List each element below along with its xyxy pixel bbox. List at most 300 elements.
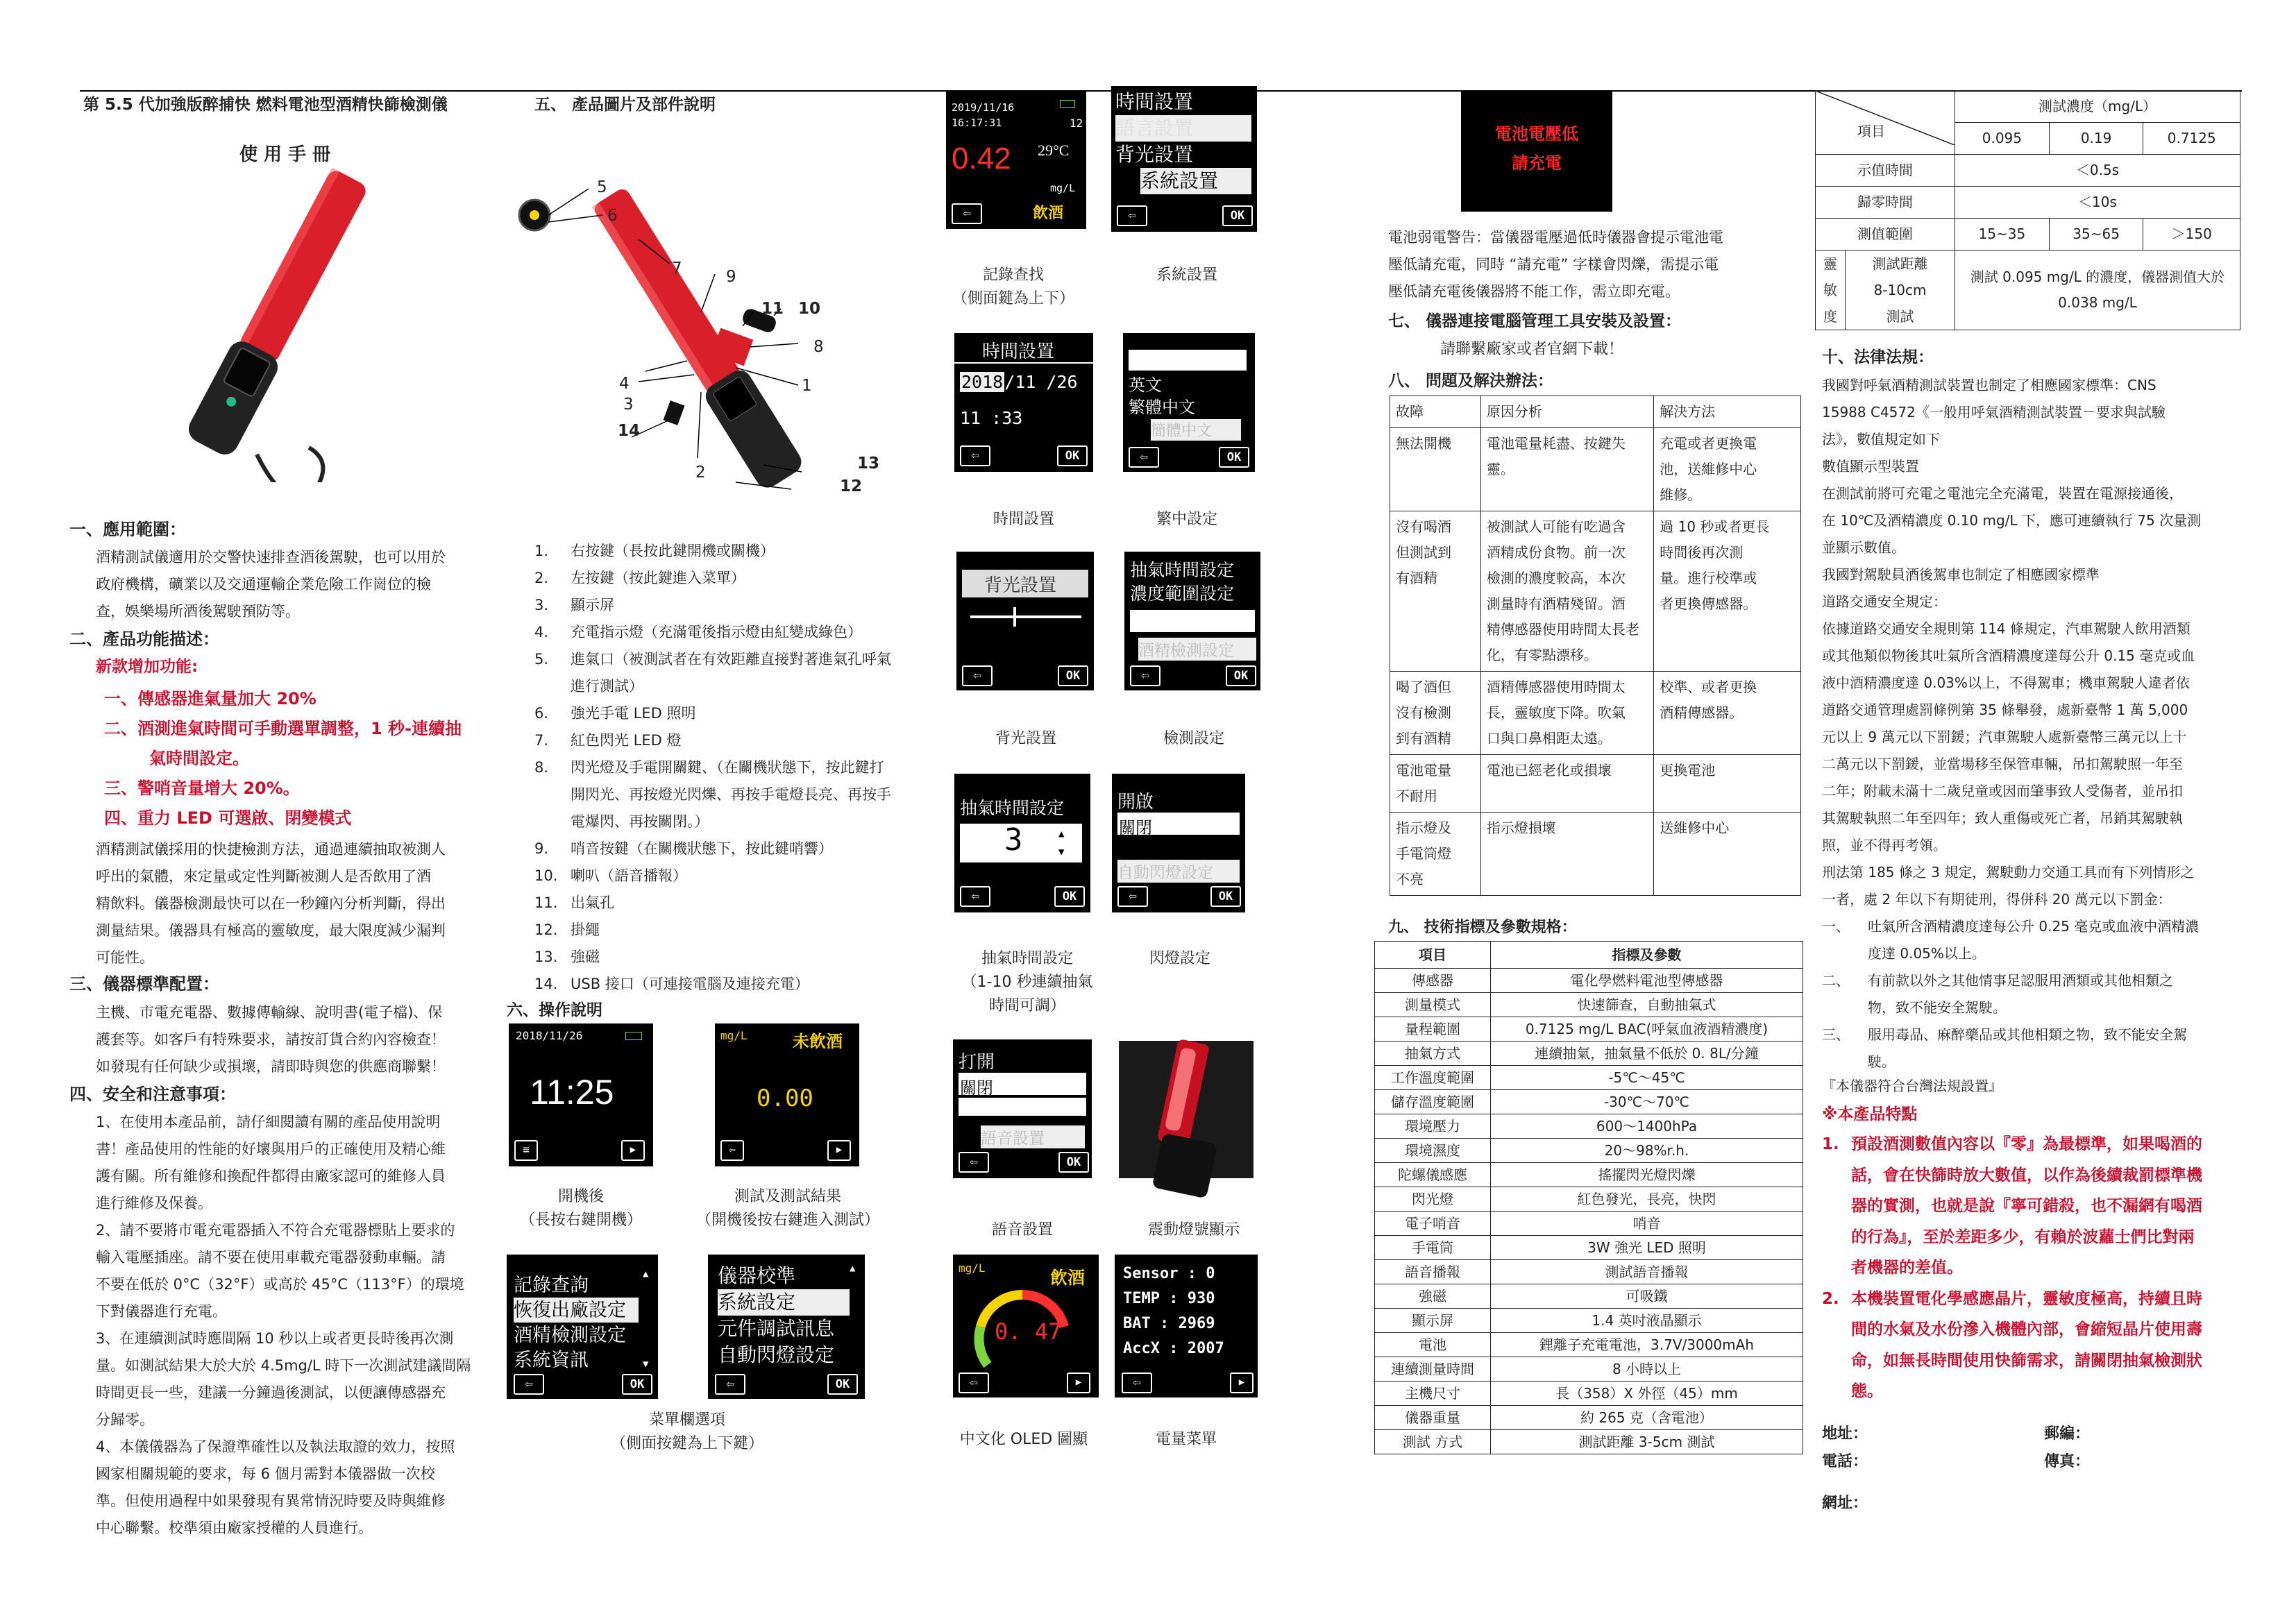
callout-6: 6: [607, 207, 618, 225]
table-cell: 沒有喝酒 但測試到 有酒精: [1390, 511, 1481, 672]
addr-label: 地址：: [1822, 1425, 1868, 1443]
scroll-down-icon: ▼: [643, 1359, 649, 1370]
table-cell: 測試語音播報: [1491, 1260, 1803, 1284]
slider-handle-icon: [1013, 607, 1016, 627]
s4-body: [96, 1109, 471, 1542]
table-cell: 紅色發光，長亮，快閃: [1491, 1187, 1803, 1212]
table-row: [1375, 993, 1803, 1017]
law-line: 液中酒精濃度達 0.03%以上，不得駕車；機車駕駛人違者依: [1822, 674, 2190, 691]
ok-icon: OK: [1057, 445, 1088, 466]
menu2-screen: [708, 1255, 865, 1399]
vibration-photo: [1119, 1041, 1253, 1178]
s8-title: 八、 問題及解決辦法：: [1388, 372, 1554, 390]
table-cell: 過 10 秒或者更長 時間後再次測 量。進行校準或 者更換傳感器。: [1654, 511, 1801, 672]
table-header-cell: 項目: [1375, 942, 1491, 969]
test-screen: [715, 1023, 859, 1166]
ok-icon: OK: [622, 1374, 652, 1395]
s10-items: [1822, 913, 2199, 1076]
doc-title: 第 5.5 代加強版醉捕快 燃料電池型酒精快篩檢測儀: [83, 96, 448, 114]
table-cell: 長（358）X 外徑（45）mm: [1491, 1382, 1803, 1406]
ok-icon: OK: [1058, 1152, 1089, 1173]
table-row: [1375, 1382, 1803, 1406]
back-icon: ⇦: [952, 203, 982, 224]
measure-table: 項目 測試濃度（mg/L） 0.095 0.19 0.7125 示值時間 ＜0.5s 歸零時間 ＜10s 測值範圍 15~35 35~65 ＞150 靈 敏 度 測試距離 8-10cm 測試 測試 0.095 mg/L 的濃度，儀器測值大於 0.038 mg/L: [1815, 90, 2240, 330]
time-screen: 時間設置 2018/11 /26 11 :33 ⇦ OK: [954, 333, 1093, 472]
table-cell: 陀螺儀感應: [1375, 1163, 1491, 1187]
table-cell: 儲存溫度範圍: [1375, 1090, 1491, 1114]
product-photo-icon: [167, 156, 403, 482]
table-cell: 搖擺閃光燈閃爍: [1491, 1163, 1803, 1187]
part-text: 進行測試）: [571, 678, 643, 695]
part-item: [534, 700, 979, 727]
s4-line: 不要在低於 0°C（32°F）或高於 45°C（113°F）的環境: [96, 1276, 464, 1293]
table-header-row: [1390, 396, 1801, 428]
part-number: 1.: [534, 543, 549, 559]
table-row: [1375, 1017, 1803, 1042]
table-cell: 更換電池: [1654, 755, 1801, 813]
part-text: 強光手電 LED 照明: [571, 705, 696, 722]
part-text: 顯示屏: [571, 597, 614, 613]
battery-icon: [1060, 100, 1075, 108]
table-cell: 抽氣方式: [1375, 1042, 1491, 1066]
s7-title: 七、 儀器連接電腦管理工具安裝及設置：: [1388, 312, 1682, 330]
back-icon: ⇦: [715, 1374, 745, 1395]
draw-time-screen: 抽氣時間設定 3 ▲ ▼ ⇦ OK: [954, 774, 1090, 912]
law-line: 照，並不得再考領。: [1822, 837, 1947, 853]
test-unit: mg/L: [720, 1029, 748, 1042]
trouble-table: [1390, 396, 1801, 896]
part-number: 13.: [534, 949, 558, 965]
table-row: [1375, 1187, 1803, 1212]
table-cell: 600～1400hPa: [1491, 1114, 1803, 1139]
s10-body: [1822, 372, 2201, 913]
law-line: 15988 C4572《一般用呼氣酒精測試裝置－要求與試驗: [1822, 404, 2166, 420]
table-cell: 電子哨音: [1375, 1212, 1491, 1236]
s6-title: 六、操作說明: [507, 1001, 602, 1019]
table-header-cell: 解決方法: [1654, 396, 1801, 428]
part-text: 紅色閃光 LED 燈: [571, 732, 682, 749]
callout-12: 12: [840, 477, 863, 495]
part-item: [534, 863, 979, 890]
part-text: 左按鍵（按此鍵進入菜單）: [571, 570, 745, 586]
cap-record: 記錄查找 （側面鍵為上下）: [952, 266, 1074, 307]
table-cell: 工作溫度範圍: [1375, 1066, 1491, 1090]
menu-item-selected: 恢復出廠設定: [514, 1298, 639, 1323]
feature-item: 1. 預設酒測數值內容以『零』為最標準，如果喝酒的 話，會在快篩時放大數值，以作為後續裁罰標準機 器的實測，也就是說『寧可錯殺，也不漏網有喝酒 的行為』，至於差距多少，有賴於波蘿士們比對兩 者機器的差值。: [1822, 1135, 2202, 1277]
cap-detect: 檢測設定: [1163, 730, 1224, 747]
ok-icon: OK: [1226, 665, 1256, 686]
menu-item: 系統資訊: [514, 1350, 589, 1370]
table-cell: 送維修中心: [1654, 813, 1801, 896]
table-cell: 20～98%r.h.: [1491, 1139, 1803, 1163]
spinner-arrows-icon: ▲ ▼: [1058, 829, 1065, 858]
cap-menu: 菜單欄選項 （側面按鍵為上下鍵）: [610, 1411, 763, 1452]
table-cell: 顯示屏: [1375, 1309, 1491, 1333]
diagonal-icon: [1816, 91, 1955, 145]
back-icon: ⇦: [1117, 886, 1148, 907]
cap-flash: 閃燈設定: [1149, 950, 1210, 967]
table-row: [1375, 1236, 1803, 1260]
part-text: 開閃光、再按燈光閃爍、再按手電燈長亮、再按手: [571, 786, 891, 803]
table-header-cell: 原因分析: [1480, 396, 1653, 428]
part-number: 9.: [534, 840, 549, 857]
table-cell: 語音播報: [1375, 1260, 1491, 1284]
table-cell: 快速篩查，自動抽氣式: [1491, 993, 1803, 1017]
play-icon: ▶: [827, 1140, 851, 1161]
part-item: [534, 565, 979, 592]
s2-new: 新款增加功能:: [96, 658, 199, 676]
s4-line: 量。如測試結果大於大於 4.5mg/L 時下一次測試建議間隔: [96, 1357, 471, 1374]
table-cell: 量程範圍: [1375, 1017, 1491, 1042]
cap-voice: 語音設置: [991, 1221, 1053, 1239]
table-row: [1375, 1309, 1803, 1333]
law-line: 我國對呼氣酒精測試裝置也制定了相應國家標準：CNS: [1822, 377, 2156, 393]
web-label: 網址：: [1822, 1495, 1868, 1512]
s4-line: 下對儀器進行充電。: [96, 1303, 227, 1320]
callout-10: 10: [798, 300, 821, 318]
part-number: [534, 781, 571, 808]
cap-system: 系統設置: [1156, 266, 1217, 284]
lowbat-text: 電池弱電警告：當儀器電壓過低時儀器會提示電池電 壓低請充電，同時 “請充電” 字樣會閃爍，需提示電 壓低請充電後儀器將不能工作，需立即充電。: [1388, 229, 1723, 300]
s4-title: 四、安全和注意事項：: [69, 1085, 236, 1104]
part-text: 電爆閃、再按關閉。）: [571, 813, 709, 830]
menu1-screen: [507, 1255, 658, 1399]
cap-boot: 開機後 （長按右鍵開機）: [519, 1188, 642, 1229]
s4-line: 準。但使用過程中如果發現有異常情況時要及時與維修: [96, 1493, 446, 1509]
language-screen: 英文 繁體中文 簡體中文 ⇦ OK: [1123, 333, 1255, 472]
cap-power: 電量菜單: [1155, 1431, 1217, 1448]
scroll-up-icon: ▲: [643, 1268, 649, 1280]
low-battery-screen: 電池電壓低 請充電: [1461, 90, 1612, 212]
battery-icon: [625, 1032, 642, 1040]
part-item: [534, 890, 979, 917]
callout-5: 5: [597, 178, 607, 196]
cap-draw: 抽氣時間設定 （1-10 秒連續抽氣 時間可調）: [961, 950, 1093, 1014]
table-cell: -5℃～45℃: [1491, 1066, 1803, 1090]
s3-body: 主機、市電充電器、數據傳輸線、說明書(電子檔)、保 護套等。如客戶有特殊要求，請按訂貨合約內容檢查！ 如發現有任何缺少或損壞，請即時與您的供應商聯繫！: [96, 1004, 446, 1075]
callout-1: 1: [802, 377, 812, 395]
law-line: 一者，處 2 年以下有期徒刑，得併科 20 萬元以下罰金：: [1822, 891, 2172, 908]
menu-item-selected: 系統設定: [718, 1289, 850, 1316]
part-item: [534, 727, 979, 754]
ok-icon: OK: [1058, 665, 1088, 686]
part-number: [534, 673, 571, 700]
manual-title: 使 用 手 冊: [239, 144, 331, 165]
law-line: 法》，數值規定如下: [1822, 431, 1940, 448]
part-item: [534, 808, 979, 835]
part-item: [534, 592, 979, 619]
callout-9: 9: [726, 268, 736, 286]
part-number: 11.: [534, 894, 558, 911]
s4-line: 國家相關規範的要求，每 6 個月需對本儀器做一次校: [96, 1465, 435, 1482]
s10-title: 十、法律法規：: [1822, 348, 1934, 366]
callout-3: 3: [623, 396, 634, 414]
law-item: 二、 有前款以外之其他情事足認服用酒類或其他相類之 物，致不能安全駕駛。: [1822, 972, 2173, 1016]
table-row: [1375, 1139, 1803, 1163]
table-cell: 可吸鐵: [1491, 1284, 1803, 1309]
part-item: [534, 971, 979, 998]
callout-11: 11: [761, 300, 784, 318]
system-menu-screen: 時間設置 語言設置 背光設置 系統設置 ⇦ OK: [1111, 86, 1257, 232]
gauge-screen: mg/L 飲酒 0. 47 ⇦ ▶: [953, 1255, 1099, 1397]
law-item: 三、 服用毒品、麻醉藥品或其他相類之物，致不能安全駕 駛。: [1822, 1026, 2187, 1070]
table-cell: 環境壓力: [1375, 1114, 1491, 1139]
s3-title: 三、儀器標準配置：: [69, 974, 219, 994]
table-cell: 指示燈及 手電筒燈 不亮: [1390, 813, 1481, 896]
boot-time: 11:25: [530, 1073, 614, 1112]
callout-14: 14: [618, 422, 641, 440]
law-line: 並顯示數值。: [1822, 539, 1905, 556]
cap-vib: 震動燈號顯示: [1147, 1221, 1240, 1239]
s4-line: 2、請不要將市電充電器插入不符合充電器標貼上要求的: [96, 1222, 455, 1239]
back-icon: ⇦: [1129, 447, 1159, 468]
part-text: 喇叭（語音播報）: [571, 867, 687, 884]
table-row: [1375, 1042, 1803, 1066]
tel-label: 電話：: [1822, 1453, 1868, 1470]
table-cell: 儀器重量: [1375, 1406, 1491, 1430]
table-row: [1390, 755, 1801, 813]
callout-2: 2: [695, 464, 706, 482]
s2-body: 酒精測試儀採用的快捷檢測方法，通過連續抽取被測人 呼出的氣體，來定量或定性判斷被測人是否飲用了酒 精飲料。儀器檢測最快可以在一秒鐘內分析判斷，得出 測量結果。儀器具有極高的靈敏度，最大限度減少漏判 可能性。: [96, 841, 446, 966]
table-row: [1375, 1357, 1803, 1382]
law-line: 二萬元以下罰鍰，並當場移至保管車輛，吊扣駕駛照一年至: [1822, 756, 2183, 772]
back-icon: ⇦: [1117, 205, 1147, 226]
table-cell: 主機尺寸: [1375, 1382, 1491, 1406]
part-number: 5.: [534, 651, 549, 668]
part-text: 出氣孔: [571, 894, 614, 911]
spec-table: [1374, 941, 1803, 1454]
table-cell: 手電筒: [1375, 1236, 1491, 1260]
menu-item: 記錄查詢: [514, 1275, 589, 1295]
part-item: [534, 917, 979, 944]
table-row: [1390, 672, 1801, 755]
table-header-cell: 指標及參數: [1491, 942, 1803, 969]
part-item: [534, 944, 979, 971]
boot-screen: [509, 1023, 653, 1166]
cap-test: 測試及測試結果 （開機後按右鍵進入測試）: [695, 1188, 879, 1229]
part-number: 2.: [534, 570, 549, 586]
table-cell: 電池: [1375, 1333, 1491, 1357]
s4-line: 護有關。所有維修和換配件都得由廠家認可的維修人員: [96, 1168, 446, 1184]
part-text: 強磁: [571, 949, 600, 965]
menu-icon: ≡: [514, 1140, 538, 1161]
table-row: [1375, 1212, 1803, 1236]
part-item: [534, 835, 979, 863]
part-text: 進氣口（被測試者在有效距離直接對著進氣孔呼氣: [571, 651, 891, 668]
table-cell: 測量模式: [1375, 993, 1491, 1017]
table-cell: 3W 強光 LED 照明: [1491, 1236, 1803, 1260]
law-line: 刑法第 185 條之 3 規定，駕駛動力交通工具而有下列情形之: [1822, 864, 2195, 881]
law-item: 一、 吐氣所含酒精濃度達每公升 0.25 毫克或血液中酒精濃 度達 0.05%以上。: [1822, 918, 2200, 962]
boot-date: 2018/11/26: [516, 1029, 583, 1042]
table-row: [1375, 1260, 1803, 1284]
table-cell: 鋰離子充電電池，3.7V/3000mAh: [1491, 1333, 1803, 1357]
table-row: [1375, 1406, 1803, 1430]
law-line: 依據道路交通安全規則第 114 條規定，汽車駕駛人飲用酒類: [1822, 620, 2191, 637]
part-text: USB 接口（可連接電腦及連接充電）: [571, 976, 809, 992]
law-line: 元以上 9 萬元以下罰鍰；汽車駕駛人處新臺幣三萬元以上十: [1822, 729, 2187, 745]
part-text: 右按鍵（長按此鍵開機或關機）: [571, 543, 775, 559]
cap-time: 時間設置: [993, 511, 1054, 528]
s4-line: 時間更長一些，建議一分鐘過後測試，以便讓傳感器充: [96, 1384, 446, 1401]
test-status: 未飲酒: [793, 1032, 843, 1051]
baton-red-tube: [237, 168, 369, 365]
callout-7: 7: [672, 260, 682, 278]
callout-8: 8: [813, 338, 824, 356]
menu-item: 儀器校準: [718, 1265, 796, 1286]
part-text: 掛繩: [571, 921, 600, 938]
test-value: 0.00: [757, 1085, 813, 1112]
table-header-cell: 故障: [1390, 396, 1481, 428]
part-text: 閃光燈及手電開關鍵、（在關機狀態下，按此鍵打: [571, 759, 884, 776]
table-cell: 測試距離 3-5cm 測試: [1491, 1430, 1803, 1454]
table-row: [1375, 969, 1803, 993]
part-item: [534, 673, 979, 700]
table-cell: 8 小時以上: [1491, 1357, 1803, 1382]
part-number: 10.: [534, 867, 558, 884]
table-cell: 充電或者更換電 池，送維修中心 維修。: [1654, 428, 1801, 511]
law-line: 數值顯示型裝置: [1822, 458, 1919, 475]
table-cell: 哨音: [1491, 1212, 1803, 1236]
voice-screen: 打開 關閉 語音設置 ⇦ OK: [953, 1039, 1092, 1178]
part-number: 12.: [534, 921, 558, 938]
back-icon: ⇦: [1130, 665, 1160, 686]
part-number: 8.: [534, 759, 549, 776]
s9-title: 九、 技術指標及參數規格：: [1388, 919, 1577, 936]
menu-item: 酒精檢測設定: [514, 1325, 626, 1345]
part-number: [534, 808, 571, 835]
table-cell: 傳感器: [1375, 969, 1491, 993]
s2-features: 一、傳感器進氣量加大 20% 二、酒測進氣時間可手動選單調整，1 秒-連續抽 氣時間設定。 三、警哨音量增大 20%。 四、重力 LED 可選啟、閉變模式: [104, 689, 462, 828]
table-cell: 1.4 英吋液晶顯示: [1491, 1309, 1803, 1333]
ok-icon: OK: [1219, 447, 1249, 468]
table-cell: 喝了酒但 沒有檢測 到有酒精: [1390, 672, 1481, 755]
back-icon: ⇦: [959, 1152, 989, 1173]
back-icon: ⇦: [959, 1373, 989, 1393]
s2-title: 二、產品功能描述：: [69, 629, 219, 649]
record-screen: 2019/11/16 16:17:31 12 0.42 29°C mg/L 飲酒 ⇦: [946, 90, 1086, 229]
table-cell: 電池電量 不耐用: [1390, 755, 1481, 813]
flash-screen: 開啟 關閉 自動閃燈設定 ⇦ OK: [1112, 774, 1245, 912]
play-icon: ▶: [621, 1140, 645, 1161]
table-row: [1390, 511, 1801, 672]
table-cell: 測試 方式: [1375, 1430, 1491, 1454]
part-text: 哨音按鍵（在關機狀態下，按此鍵哨響）: [571, 840, 833, 857]
zip-label: 郵編：: [2044, 1425, 2091, 1443]
law-line: 在 10℃及酒精濃度 0.10 mg/L 下，應可連續執行 75 次量測: [1822, 512, 2202, 529]
part-item: [534, 646, 979, 673]
feature-item: 2. 本機裝置電化學感應晶片，靈敏度極高，持續且時 間的水氣及水份滲入機體內部，會縮短晶片使用壽 命，如無長時間使用快篩需求，請關閉抽氣檢測狀 態。: [1822, 1289, 2202, 1400]
s4-line: 4、本儀儀器為了保證準確性以及執法取證的效力，按照: [96, 1438, 455, 1455]
s1-body: 酒精測試儀適用於交警快速排查酒後駕駛，也可以用於 政府機構，礦業以及交通運輸企業危險工作崗位的檢 查，娛樂場所酒後駕駛預防等。: [96, 549, 446, 620]
table-row: [1390, 428, 1801, 511]
parts-list: [534, 538, 979, 998]
table-cell: 連續測量時間: [1375, 1357, 1491, 1382]
scroll-up-icon: ▲: [850, 1263, 856, 1274]
table-row: [1390, 813, 1801, 896]
table-cell: 酒精傳感器使用時間太 長，靈敏度下降。吹氣 口與口鼻相距太遠。: [1480, 672, 1653, 755]
fax-label: 傳真：: [2044, 1453, 2091, 1470]
feat-items: [1822, 1129, 2202, 1407]
table-cell: 0.7125 mg/L BAC(呼氣血液酒精濃度): [1491, 1017, 1803, 1042]
s4-line: 進行維修及保養。: [96, 1195, 212, 1212]
part-text: 充電指示燈（充滿電後指示燈由紅變成綠色）: [571, 624, 862, 640]
part-number: 6.: [534, 705, 549, 722]
sensor-screen: Sensor : 0 TEMP : 930 BAT : 2969 AccX : 2007 ⇦ ▶: [1115, 1255, 1258, 1397]
back-icon: ⇦: [720, 1140, 744, 1161]
s1-title: 一、應用範圍：: [69, 520, 186, 539]
table-row: [1375, 1333, 1803, 1357]
law-line: 道路交通安全規定：: [1822, 593, 1947, 610]
table-cell: 電池已經老化或損壞: [1480, 755, 1653, 813]
table-row: [1375, 1163, 1803, 1187]
table-cell: 連續抽氣，抽氣量不低於 0. 8L/分鐘: [1491, 1042, 1803, 1066]
play-icon: ▶: [1230, 1373, 1253, 1393]
table-cell: 環境濕度: [1375, 1139, 1491, 1163]
table-row: [1375, 1284, 1803, 1309]
s4-line: 輸入電壓插座。請不要在使用車載充電器發動車輛。請: [96, 1249, 446, 1266]
backlight-screen: 背光設置 ⇦ OK: [956, 552, 1094, 690]
part-number: 3.: [534, 597, 549, 613]
parts-diagram-icon: [507, 173, 895, 500]
menu-item: 元件調試訊息: [718, 1318, 835, 1339]
table-header-row: [1375, 942, 1803, 969]
part-item: [534, 619, 979, 646]
law-line: 道路交通管理處罰條例第 35 條舉發，處新臺幣 1 萬 5,000: [1822, 702, 2188, 718]
s4-line: 3、在連續測試時應間隔 10 秒以上或者更長時後再次測: [96, 1330, 454, 1347]
cap-backlight: 背光設置: [995, 730, 1056, 747]
table-row: [1375, 1066, 1803, 1090]
play-icon: ▶: [1067, 1373, 1090, 1393]
table-cell: 強磁: [1375, 1284, 1491, 1309]
s10-note: 『本儀器符合台灣法規設置』: [1822, 1078, 2002, 1094]
part-number: 7.: [534, 732, 549, 749]
ok-icon: OK: [827, 1374, 858, 1395]
cap-oled: 中文化 OLED 圖顯: [959, 1431, 1088, 1448]
s4-line: 1、在使用本產品前，請仔細閱讀有關的產品使用說明: [96, 1114, 441, 1130]
callout-13: 13: [857, 454, 880, 473]
s4-line: 書！產品使用的性能的好壞與用戶的正確使用及精心維: [96, 1141, 446, 1157]
law-line: 其駕駛執照二年至四年；致人重傷或死亡者，吊銷其駕駛執: [1822, 810, 2183, 826]
s4-line: 分歸零。: [96, 1411, 154, 1428]
s7-body: 請聯繫廠家或者官網下載！: [1440, 341, 1624, 358]
brightness-slider: [970, 615, 1081, 618]
table-cell: 無法開機: [1390, 428, 1481, 511]
table-cell: 被測試人可能有吃過含 酒精成份食物。前一次 檢測的濃度較高，本次 測量時有酒精殘留。酒 精傳感器使用時間太長老 化，有零點漂移。: [1480, 511, 1653, 672]
part-number: 14.: [534, 976, 558, 992]
law-line: 或其他類似物後其吐氣所含酒精濃度達每公升 0.15 毫克或血: [1822, 647, 2195, 664]
table-row: [1375, 1430, 1803, 1454]
table-cell: 約 265 克（含電池）: [1491, 1406, 1803, 1430]
detect-screen: 抽氣時間設定 濃度範圍設定 酒精檢測設定 ⇦ OK: [1124, 552, 1260, 690]
table-cell: 電化學燃料電池型傳感器: [1491, 969, 1803, 993]
callout-4: 4: [619, 375, 630, 393]
law-line: 二年；附載未滿十二歲兒童或因而肇事致人受傷者，並吊扣: [1822, 783, 2183, 799]
ok-icon: OK: [1054, 886, 1085, 907]
s5-title: 五、 產品圖片及部件說明: [534, 96, 716, 114]
part-item: [534, 538, 979, 565]
ok-icon: OK: [1222, 205, 1253, 226]
part-item: [534, 781, 979, 808]
table-cell: -30℃～70℃: [1491, 1090, 1803, 1114]
back-icon: ⇦: [514, 1374, 544, 1395]
table-cell: 閃光燈: [1375, 1187, 1491, 1212]
ok-icon: OK: [1210, 886, 1241, 907]
table-cell: 指示燈損壞: [1480, 813, 1653, 896]
back-icon: ⇦: [1122, 1373, 1152, 1393]
cap-lang: 繁中設定: [1156, 511, 1217, 528]
part-number: 4.: [534, 624, 549, 640]
